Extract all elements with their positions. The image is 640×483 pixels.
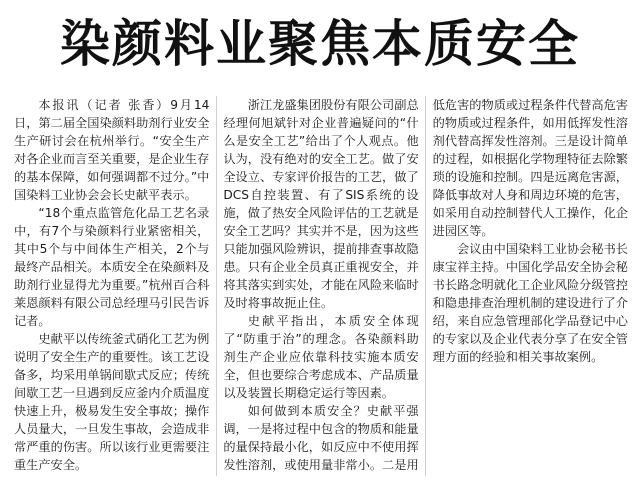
article-paragraph: 浙江龙盛集团股份有限公司副总经理何旭斌针对企业普遍疑问的“什么是安全工艺”给出了个人观点。他认为，没有绝对的安全工艺。做了安全设立、专家评价报告的工艺，做了DCS自控装置、有了SIS系统的设施，做了热安全风险评估的工艺就是安全工艺吗？其实并不是，因为这些只能加强风险辨识，提前排查事故隐患。只有企业全员真正重视安全，并将其落实到实处，才能在风险来临时及时将事故扼止住。 <box>223 98 419 310</box>
article-paragraph: 史献平以传统釜式硝化工艺为例说明了安全生产的重要性。该工艺设备多，均采用单锅间歇式反应；传统间歇工艺一旦遇到反应釜内介质温度快速上升，极易发生安全事故；操作人员量大，一旦发生事故，会造成非常严重的伤害。所以该行业更需要注重生产安全。 <box>14 332 210 472</box>
article-paragraph: 本报讯（记者 张香）9月14日，第二届全国染颜料助剂行业安全生产研讨会在杭州举行。“安全生产对各企业而言至关重要，是企业生存的基本保障，如何强调都不过分。”中国染料工业协会会长史献平表示。 <box>14 98 210 202</box>
article-paragraph: “18个重点监管危化品工艺名录中，有7个与染颜料行业紧密相关，其中5个与中间体生产相关，2个与最终产品相关。本质安全在染颜料及助剂行业显得尤为重要。”杭州百合科莱恩颜料有限公司总经理马引民告诉记者。 <box>14 206 210 328</box>
article-paragraph: 如何做到本质安全？史献平强调，一是将过程中包含的物质和能量的量保持最小化，如反应中不使用挥发性溶剂，或使用量非常小。二是用低危害的物质或过程条件代替高危害的物质或过程条件，如用低挥发性溶剂代替高挥发性溶剂。三是设计简单的过程，如根据化学物理特征去除繁琐的设施和控制。四是远离危害源，降低事故对人身和周边环境的危害，如采用自动控制替代人工操作，化企进园区等。 <box>223 98 628 472</box>
article-body <box>14 96 628 476</box>
headline: 染颜料业聚焦本质安全 <box>60 15 580 73</box>
article-paragraph: 史献平指出，本质安全体现了“防重于治”的理念。各染颜料助剂生产企业应依靠科技实施本质安全，但也要综合考虑成本、产品质量以及装置长期稳定运行等因素。 <box>223 314 419 400</box>
article-paragraph: 会议由中国染料工业协会秘书长康宝祥主持。中国化学品安全协会秘书长路念明就化工企业风险分级管控和隐患排查治理机制的建设进行了介绍，来自应急管理部化学品登记中心的专家以及企业代表分享了在安全管理方面的经验和相关事故案例。 <box>432 242 628 364</box>
